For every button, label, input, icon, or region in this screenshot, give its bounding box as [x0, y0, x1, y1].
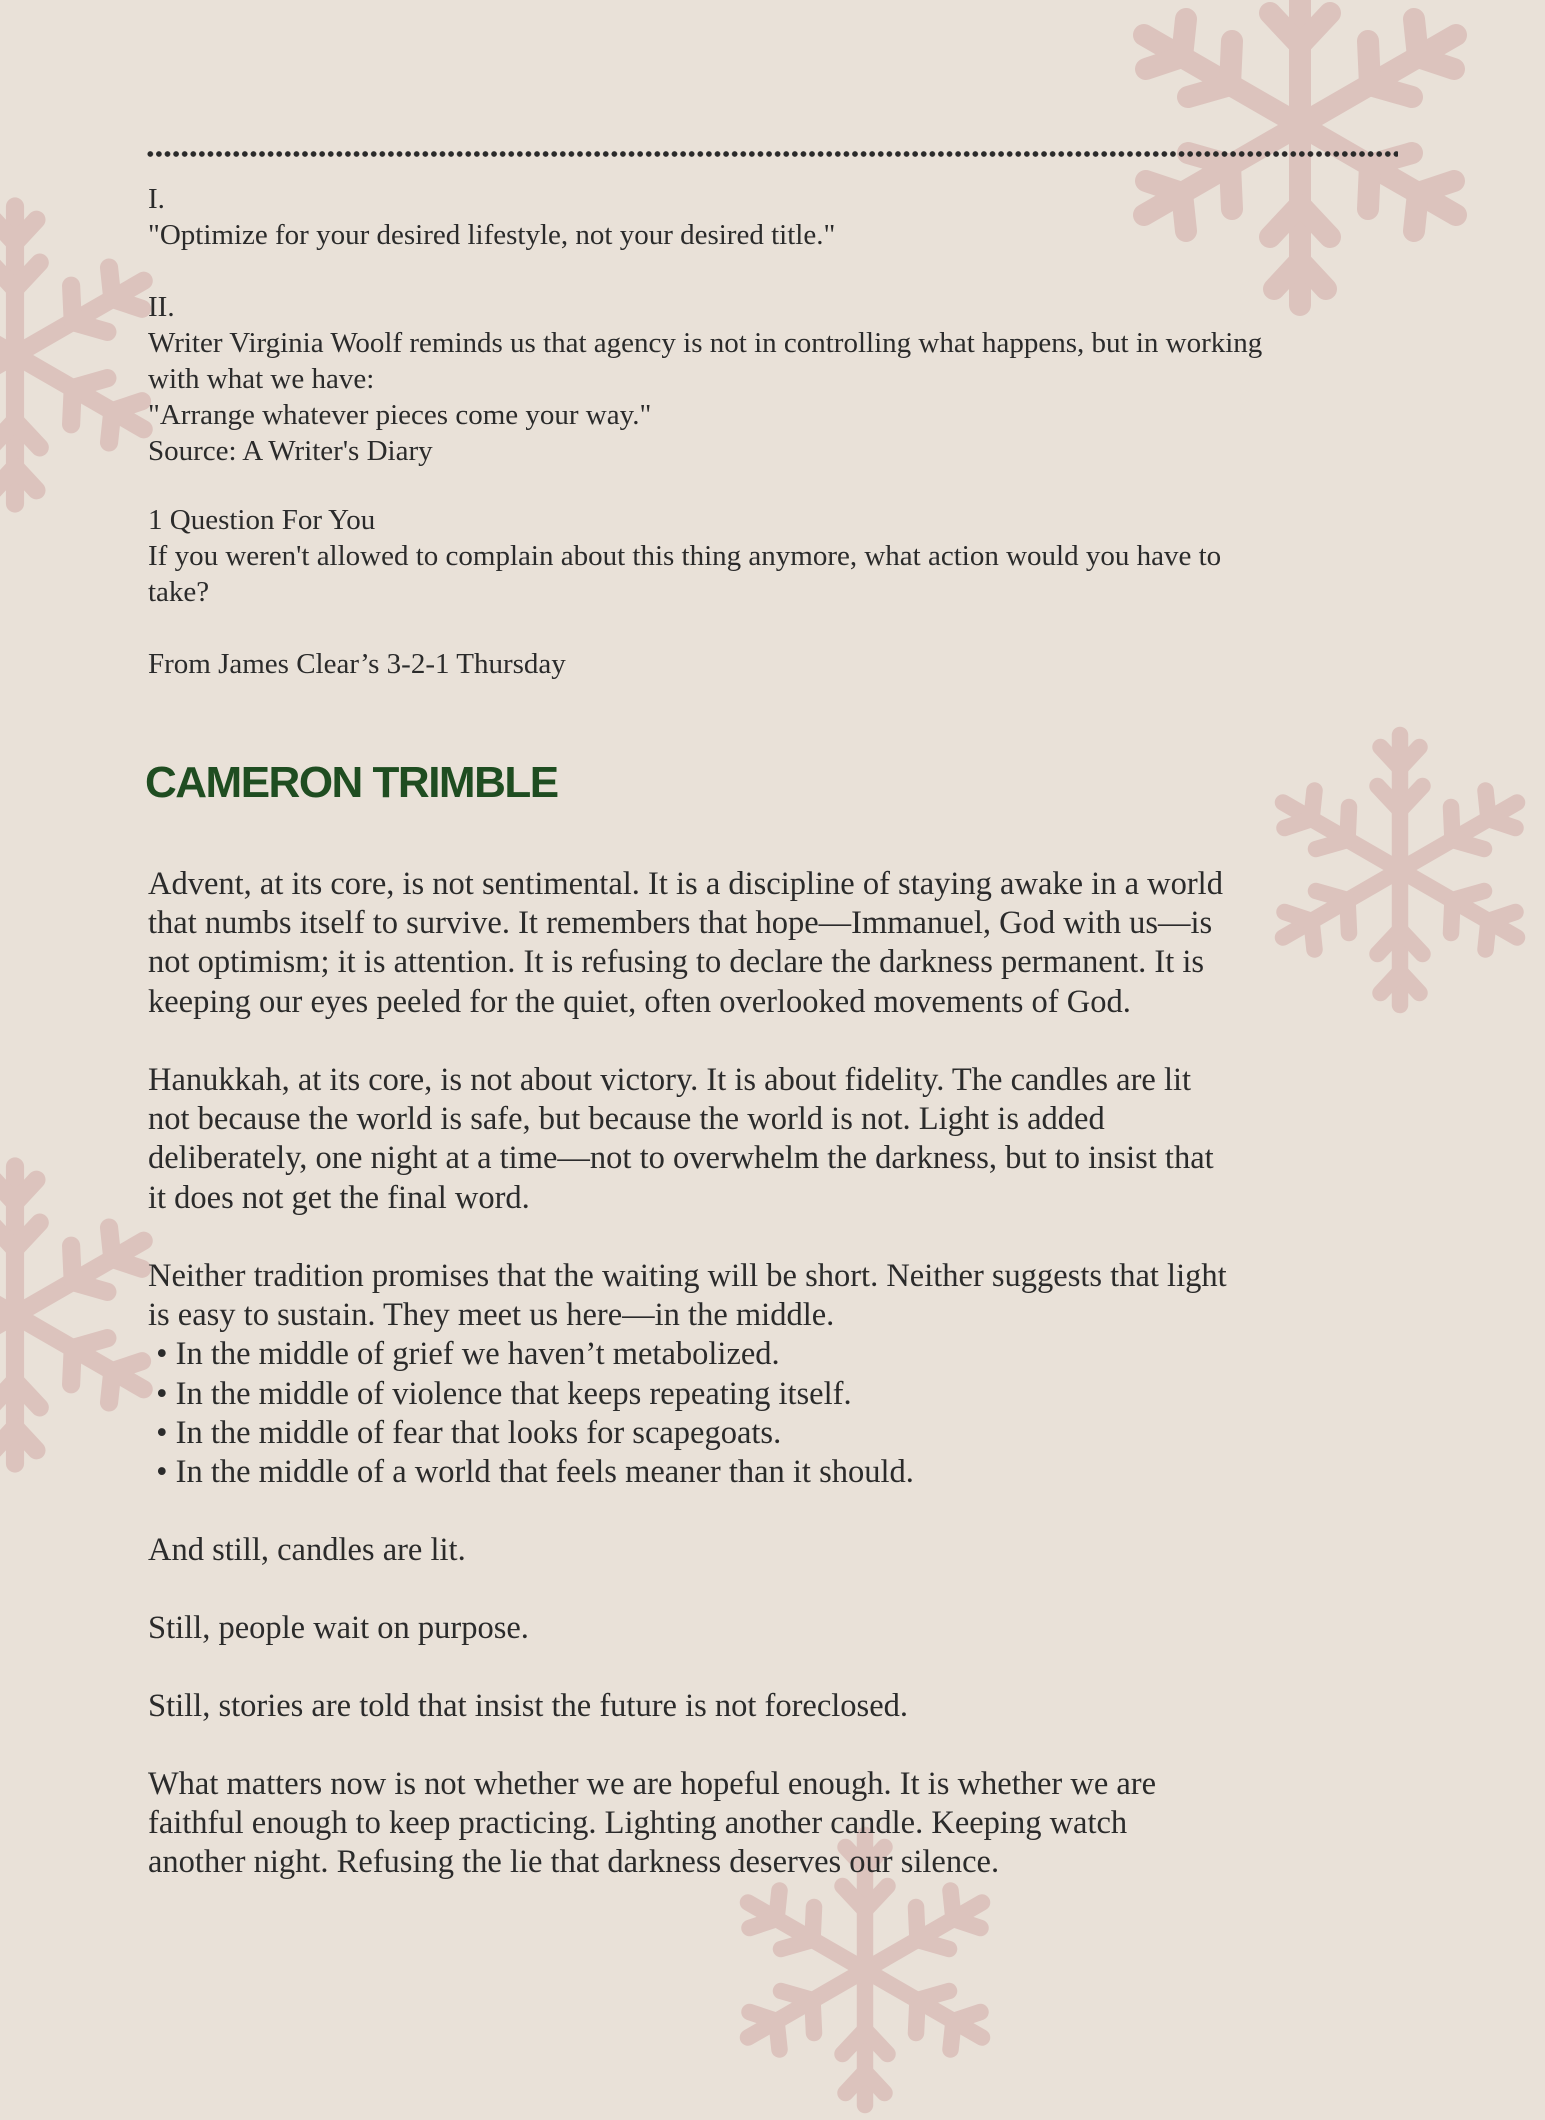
- paragraph-line: faithful enough to keep practicing. Lighting another candle. Keeping watch: [148, 1805, 1128, 1842]
- attribution: [148, 646, 566, 682]
- paragraph-line: another night. Refusing the lie that darkness deserves our silence.: [148, 1844, 1000, 1881]
- hanukkah-paragraph: [148, 1061, 1214, 1218]
- closing-paragraph: [148, 1765, 1156, 1883]
- section-numeral: I.: [148, 183, 165, 215]
- section-one: [148, 181, 835, 253]
- author-heading: CAMERON TRIMBLE: [145, 758, 558, 807]
- paragraph-line: Neither tradition promises that the waiting will be short. Neither suggests that light: [148, 1258, 1227, 1294]
- section-two: [148, 289, 1262, 469]
- snowflake-icon: [1250, 720, 1545, 1020]
- woolf-quote: "Arrange whatever pieces come your way.": [148, 399, 652, 431]
- woolf-intro-line: with what we have:: [148, 363, 375, 395]
- question-line: take?: [148, 576, 210, 608]
- neither-paragraph: [148, 1257, 1227, 1492]
- stories-line: [148, 1687, 908, 1726]
- bullet-item: • In the middle of violence that keeps repeating itself.: [148, 1375, 852, 1412]
- bullet-item: • In the middle of grief we haven’t metabolized.: [148, 1336, 780, 1373]
- paragraph-line: What matters now is not whether we are hopeful enough. It is whether we are: [148, 1766, 1157, 1802]
- bullet-item: • In the middle of fear that looks for scapegoats.: [148, 1414, 782, 1451]
- question-title: 1 Question For You: [148, 504, 376, 536]
- paragraph-line: deliberately, one night at a time—not to overwhelm the darkness, but to insist that: [148, 1140, 1214, 1177]
- paragraph-line: keeping our eyes peeled for the quiet, often overlooked movements of God.: [148, 983, 1131, 1020]
- paragraph-line: Advent, at its core, is not sentimental. It is a discipline of staying awake in a world: [148, 866, 1223, 902]
- paragraph-line: Hanukkah, at its core, is not about victory. It is about fidelity. The candles are lit: [148, 1062, 1192, 1098]
- wait-line: [148, 1609, 529, 1648]
- candles-line: [148, 1531, 466, 1570]
- woolf-intro-line: Writer Virginia Woolf reminds us that agency is not in controlling what happens, but in working: [148, 327, 1263, 359]
- paragraph-line: not optimism; it is attention. It is refusing to declare the darkness permanent. It is: [148, 944, 1205, 981]
- question-section: [148, 502, 1221, 610]
- attribution-text: From James Clear’s 3-2-1 Thursday: [148, 648, 566, 680]
- woolf-source: Source: A Writer's Diary: [148, 435, 433, 467]
- question-line: If you weren't allowed to complain about this thing anymore, what action would you have to: [148, 540, 1222, 572]
- paragraph-line: that numbs itself to survive. It remembers that hope—Immanuel, God with us—is: [148, 905, 1213, 942]
- bullet-item: • In the middle of a world that feels meaner than it should.: [148, 1454, 914, 1491]
- lifestyle-quote: "Optimize for your desired lifestyle, not your desired title.": [148, 219, 836, 251]
- advent-paragraph: [148, 865, 1223, 1022]
- paragraph-line: it does not get the final word.: [148, 1179, 530, 1216]
- paragraph-line: not because the world is safe, but because the world is not. Light is added: [148, 1101, 1105, 1138]
- paragraph-line: is easy to sustain. They meet us here—in the middle.: [148, 1297, 835, 1334]
- paragraph-line: Still, people wait on purpose.: [148, 1610, 529, 1646]
- section-numeral: II.: [148, 291, 175, 323]
- paragraph-line: And still, candles are lit.: [148, 1532, 466, 1568]
- dotted-divider: [146, 150, 1398, 158]
- paragraph-line: Still, stories are told that insist the future is not foreclosed.: [148, 1688, 909, 1724]
- snowflake-icon: [1100, 0, 1500, 325]
